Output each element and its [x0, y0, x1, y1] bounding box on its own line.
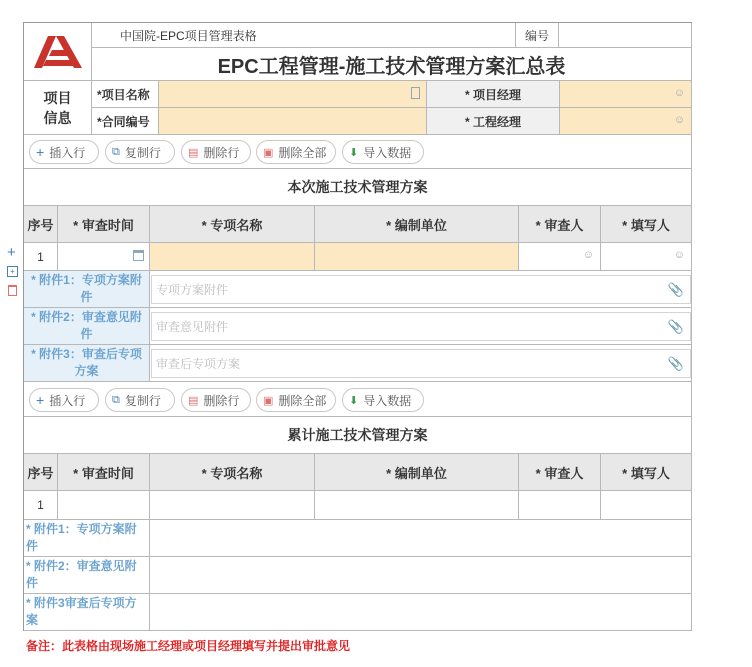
import-icon: ⬇ — [349, 146, 359, 159]
attachment2-label: * 附件2：审查意见附件 — [24, 557, 150, 594]
page-title: EPC工程管理-施工技术管理方案汇总表 — [92, 48, 692, 81]
project-name-field[interactable] — [159, 81, 427, 108]
paperclip-icon[interactable]: 📎 — [667, 319, 684, 334]
number-field[interactable] — [559, 23, 692, 48]
compiling-unit-field[interactable] — [315, 243, 519, 271]
group-label-2: 信息 — [43, 109, 72, 126]
section2-title: 累计施工技术管理方案 — [24, 417, 692, 454]
delete-all-button[interactable] — [256, 388, 336, 412]
calendar-icon[interactable] — [133, 250, 144, 261]
reviewer-field[interactable] — [519, 243, 601, 271]
group-label-1: 项目 — [43, 89, 72, 106]
logo-cell — [24, 23, 92, 81]
user-icon[interactable]: ☺ — [673, 114, 685, 126]
attachment3-value — [150, 594, 692, 631]
delete-row-button[interactable] — [181, 388, 251, 412]
attachment1-field[interactable] — [151, 275, 691, 304]
import-data-button[interactable] — [342, 388, 424, 412]
plus-icon: + — [36, 144, 45, 160]
trash-icon: ▤ — [188, 394, 199, 407]
import-data-button[interactable] — [342, 140, 424, 164]
column-header: * 审查人 — [519, 454, 601, 491]
copy-row-label: 复制行 — [124, 393, 161, 408]
add-row-icon[interactable]: + — [7, 244, 16, 261]
column-header: * 编制单位 — [315, 206, 519, 243]
delete-all-icon: ▣ — [263, 146, 274, 159]
footer-note: 备注：此表格由现场施工经理或项目经理填写并提出审批意见 — [26, 639, 351, 653]
column-header: * 审查人 — [519, 206, 601, 243]
delete-all-label: 删除全部 — [278, 393, 327, 408]
import-data-label: 导入数据 — [363, 145, 412, 160]
import-icon: ⬇ — [349, 394, 359, 407]
review-date-field[interactable] — [58, 243, 150, 271]
contract-no-label: *合同编号 — [92, 108, 159, 135]
engineering-manager-label: * 工程经理 — [427, 108, 560, 135]
contract-no-field[interactable] — [159, 108, 427, 135]
project-manager-field[interactable] — [560, 81, 692, 108]
form-frame — [23, 22, 692, 631]
project-name-label: *项目名称 — [92, 81, 159, 108]
delete-row-label: 删除行 — [203, 145, 240, 160]
special-item-name-field[interactable] — [150, 243, 315, 271]
attachment2-value — [150, 557, 692, 594]
user-icon[interactable]: ☺ — [673, 249, 685, 261]
delete-all-label: 删除全部 — [278, 145, 327, 160]
copy-row-button[interactable] — [105, 140, 175, 164]
column-header: * 审查时间 — [58, 206, 150, 243]
project-info-group — [24, 81, 92, 135]
column-header: * 填写人 — [601, 454, 692, 491]
trash-icon[interactable] — [8, 285, 17, 296]
attachment3-field[interactable] — [151, 349, 691, 378]
column-header: 序号 — [24, 206, 58, 243]
insert-row-label: 插入行 — [49, 145, 86, 160]
column-header: 序号 — [24, 454, 58, 491]
paperclip-icon[interactable]: 📎 — [667, 282, 684, 297]
copy-row-button[interactable] — [105, 388, 175, 412]
attachment1-label: * 附件1：专项方案附件 — [24, 520, 150, 557]
compiling-unit-cell — [315, 491, 519, 520]
trash-icon: ▤ — [188, 146, 199, 159]
number-label: 编号 — [516, 23, 559, 48]
engineering-manager-field[interactable] — [560, 108, 692, 135]
delete-row-button[interactable] — [181, 140, 251, 164]
project-manager-label: * 项目经理 — [427, 81, 560, 108]
plus-icon: + — [36, 392, 45, 408]
attachment1-label: * 附件1：专项方案附件 — [24, 271, 150, 308]
attachment2-field[interactable] — [151, 312, 691, 341]
attachment3-label: * 附件3：审查后专项方案 — [24, 345, 150, 382]
column-header: * 专项名称 — [150, 454, 315, 491]
attachment1-placeholder: 专项方案附件 — [156, 283, 229, 297]
special-item-name-cell — [150, 491, 315, 520]
column-header: * 专项名称 — [150, 206, 315, 243]
section1-title: 本次施工技术管理方案 — [24, 169, 692, 206]
calculator-icon[interactable] — [411, 87, 420, 99]
reviewer-cell — [519, 491, 601, 520]
company-logo — [34, 34, 82, 70]
filler-cell — [601, 491, 692, 520]
user-icon[interactable]: ☺ — [673, 87, 685, 99]
row-index: 1 — [24, 243, 58, 271]
attachment3-label: * 附件3审查后专项方案 — [24, 594, 150, 631]
paperclip-icon[interactable]: 📎 — [667, 356, 684, 371]
delete-row-label: 删除行 — [203, 393, 240, 408]
copy-row-icon[interactable]: + — [7, 266, 18, 277]
attachment2-placeholder: 审查意见附件 — [156, 320, 229, 334]
column-header: * 填写人 — [601, 206, 692, 243]
insert-row-button[interactable] — [29, 388, 99, 412]
company-line: 中国院-EPC项目管理表格 — [92, 23, 516, 48]
copy-row-label: 复制行 — [124, 145, 161, 160]
attachment2-label: * 附件2：审查意见附件 — [24, 308, 150, 345]
delete-all-icon: ▣ — [263, 394, 274, 407]
delete-all-button[interactable] — [256, 140, 336, 164]
insert-row-label: 插入行 — [49, 393, 86, 408]
attachment3-placeholder: 审查后专项方案 — [156, 357, 241, 371]
copy-icon: ⧉ — [112, 393, 120, 406]
row-index: 1 — [24, 491, 58, 520]
copy-icon: ⧉ — [112, 145, 120, 158]
column-header: * 编制单位 — [315, 454, 519, 491]
column-header: * 审查时间 — [58, 454, 150, 491]
user-icon[interactable]: ☺ — [582, 249, 594, 261]
import-data-label: 导入数据 — [363, 393, 412, 408]
insert-row-button[interactable] — [29, 140, 99, 164]
attachment1-value — [150, 520, 692, 557]
review-date-cell — [58, 491, 150, 520]
filler-field[interactable] — [601, 243, 692, 271]
